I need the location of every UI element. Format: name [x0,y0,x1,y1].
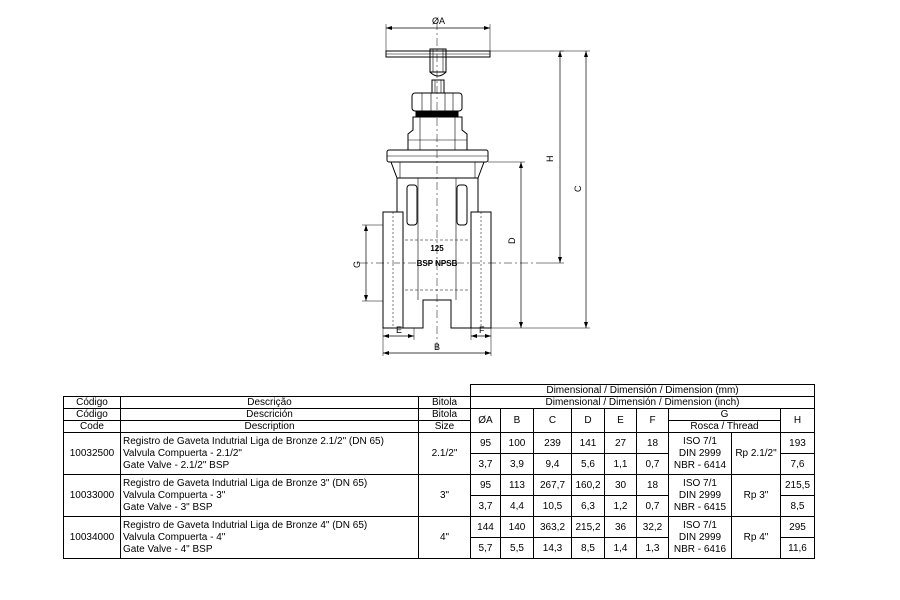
thread-size: Rp 4" [732,517,781,559]
description-pt: Registro de Gaveta Indutrial Liga de Bronze 3" (DN 65) [123,477,368,489]
value-c-inch: 10,5 [534,496,572,517]
header-size-es: Bitola [419,409,471,421]
value-h-mm: 215,5 [781,475,815,496]
header-col-c: C [534,409,572,433]
standard-din: DIN 2999 [678,531,722,543]
value-a-inch: 5,7 [471,538,501,559]
product-code: 10034000 [64,517,121,559]
value-f-mm: 18 [637,433,669,454]
value-a-mm: 144 [471,517,501,538]
value-h-inch: 11,6 [781,538,815,559]
value-b-mm: 113 [501,475,534,496]
value-f-inch: 0,7 [637,454,669,475]
body-mark-thread: BSP NPSB [416,259,458,268]
value-f-inch: 1,3 [637,538,669,559]
description-en: Gate Valve - 3" BSP [123,501,213,513]
product-code: 10032500 [64,433,121,475]
thread-size: Rp 2.1/2" [732,433,781,475]
header-col-e: E [605,409,637,433]
table-row [64,433,815,454]
value-b-inch: 5,5 [501,538,534,559]
header-col-h: H [781,409,815,433]
value-d-inch: 8,5 [572,538,605,559]
thread-standard [669,517,732,559]
header-row-mm [64,385,815,397]
value-f-inch: 0,7 [637,496,669,517]
value-a-inch: 3,7 [471,454,501,475]
thread-standard [669,433,732,475]
value-h-inch: 7,6 [781,454,815,475]
value-h-mm: 193 [781,433,815,454]
header-g-sub: Rosca / Thread [669,421,781,433]
value-h-inch: 8,5 [781,496,815,517]
value-e-mm: 30 [605,475,637,496]
product-size: 3" [419,475,471,517]
header-desc-pt: Descrição [121,397,419,409]
value-e-inch: 1,2 [605,496,637,517]
value-f-mm: 32,2 [637,517,669,538]
value-d-inch: 5,6 [572,454,605,475]
value-d-mm: 141 [572,433,605,454]
value-a-mm: 95 [471,433,501,454]
product-size: 2.1/2" [419,433,471,475]
header-code-es: Código [64,409,121,421]
product-description [121,475,419,517]
value-b-mm: 140 [501,517,534,538]
thread-standard [669,475,732,517]
value-e-mm: 36 [605,517,637,538]
description-es: Valvula Compuerta - 4" [123,531,226,543]
standard-iso: ISO 7/1 [683,519,717,531]
header-desc-en: Description [121,421,419,433]
header-row-en [64,421,815,433]
header-dimensional-inch: Dimensional / Dimensión / Dimension (inch) [471,397,815,409]
header-row-es [64,409,815,421]
standard-din: DIN 2999 [678,489,722,501]
value-b-inch: 3,9 [501,454,534,475]
handwheel [386,49,490,76]
product-code: 10033000 [64,475,121,517]
header-col-b: B [501,409,534,433]
value-b-inch: 4,4 [501,496,534,517]
header-col-f: F [637,409,669,433]
header-size-en: Size [419,421,471,433]
header-code-pt: Código [64,397,121,409]
bonnet [408,117,467,150]
header-col-d: D [572,409,605,433]
dim-label-d: D [507,237,517,244]
standard-nbr: NBR - 6415 [673,501,727,513]
description-pt: Registro de Gaveta Indutrial Liga de Bronze 2.1/2" (DN 65) [123,435,384,447]
header-col-g: G [669,409,781,421]
table-row [64,475,815,496]
valve-stem [432,80,444,93]
product-description [121,433,419,475]
value-e-inch: 1,4 [605,538,637,559]
value-a-mm: 95 [471,475,501,496]
value-c-mm: 363,2 [534,517,572,538]
header-size-pt: Bitola [419,397,471,409]
value-h-mm: 295 [781,517,815,538]
header-row-pt [64,397,815,409]
body-mark-pressure: 125 [430,244,444,253]
dimension-table [63,384,815,559]
description-es: Valvula Compuerta - 3" [123,489,226,501]
dim-label-h: H [545,155,555,162]
value-d-mm: 160,2 [572,475,605,496]
dim-label-g: G [352,260,362,268]
dim-label-c: C [573,185,583,192]
header-dimensional-mm: Dimensional / Dimensión / Dimension (mm) [471,385,815,397]
value-a-inch: 3,7 [471,496,501,517]
value-e-inch: 1,1 [605,454,637,475]
value-f-mm: 18 [637,475,669,496]
value-e-mm: 27 [605,433,637,454]
description-en: Gate Valve - 4" BSP [123,543,213,555]
header-desc-es: Descrición [121,409,419,421]
value-c-mm: 267,7 [534,475,572,496]
dim-label-f: F [479,325,485,335]
value-c-inch: 14,3 [534,538,572,559]
product-description [121,517,419,559]
value-d-mm: 215,2 [572,517,605,538]
header-code-en: Code [64,421,121,433]
standard-nbr: NBR - 6416 [673,543,727,555]
description-en: Gate Valve - 2.1/2" BSP [123,459,230,471]
value-d-inch: 6,3 [572,496,605,517]
body-flange [387,150,488,178]
standard-iso: ISO 7/1 [683,477,717,489]
value-c-mm: 239 [534,433,572,454]
dim-label-b: B [434,342,441,352]
header-col-a: ØA [471,409,501,433]
description-es: Valvula Compuerta - 2.1/2" [123,447,242,459]
value-c-inch: 9,4 [534,454,572,475]
thread-size: Rp 3" [732,475,781,517]
standard-din: DIN 2999 [678,447,722,459]
dim-label-a: ØA [432,16,446,26]
value-b-mm: 100 [501,433,534,454]
product-size: 4" [419,517,471,559]
dim-label-e: E [396,325,403,335]
standard-nbr: NBR - 6414 [673,459,727,471]
table-row [64,517,815,538]
description-pt: Registro de Gaveta Indutrial Liga de Bronze 4" (DN 65) [123,519,368,531]
standard-iso: ISO 7/1 [683,435,717,447]
